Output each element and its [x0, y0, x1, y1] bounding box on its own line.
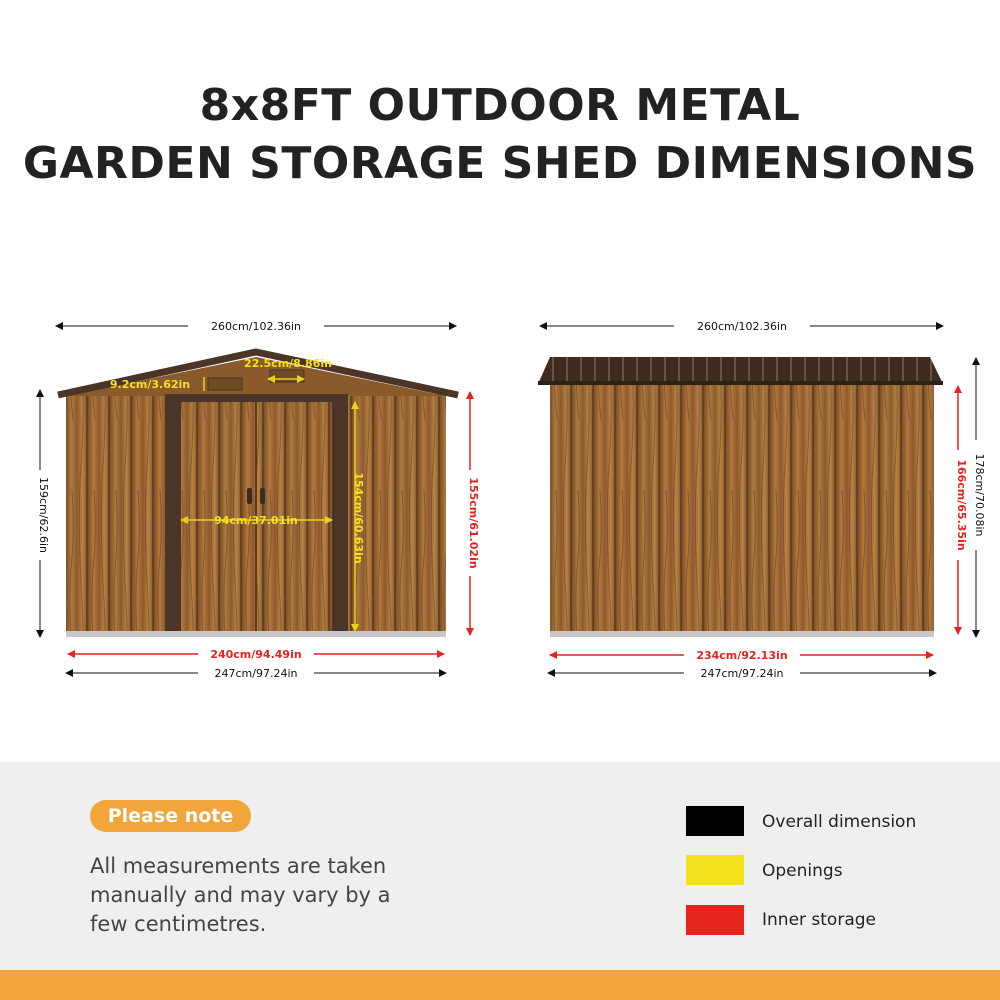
door-frame-right	[332, 397, 348, 635]
legend-swatch-overall	[686, 806, 744, 836]
legend-label-inner: Inner storage	[762, 910, 876, 930]
legend-swatch-inner	[686, 905, 744, 935]
side-roof	[538, 357, 943, 384]
door-frame-left	[165, 397, 181, 635]
front-base-width-label: 247cm/97.24in	[214, 667, 298, 680]
note-text: All measurements are taken manually and may vary by a few centimetres.	[90, 854, 391, 936]
front-roof-width-label: 260cm/102.36in	[211, 320, 301, 333]
door-handle-right	[260, 488, 265, 504]
legend-label-openings: Openings	[762, 861, 843, 881]
side-wall	[550, 384, 934, 634]
door-frame-top	[165, 394, 348, 402]
front-vent-right	[270, 370, 304, 382]
front-inner-height-label: 155cm/61.02in	[467, 477, 480, 569]
page-title-line-1: 8x8FT OUTDOOR METAL	[199, 80, 801, 131]
side-overall-height-label: 178cm/70.08in	[973, 453, 986, 537]
side-roof-edge	[538, 381, 943, 385]
side-base	[550, 631, 934, 637]
page-title-line-2: GARDEN STORAGE SHED DIMENSIONS	[22, 138, 978, 189]
legend-swatch-openings	[686, 855, 744, 885]
front-overall-height-label: 159cm/62.6in	[37, 477, 50, 553]
front-vent-height-label: 9.2cm/3.62in	[109, 378, 191, 391]
legend-label-overall: Overall dimension	[762, 812, 917, 832]
side-inner-height-label: 166cm/65.35in	[955, 459, 968, 551]
front-base	[66, 631, 446, 637]
front-vent-width-label: 22.5cm/8.86in	[244, 357, 332, 370]
door-handle-left	[247, 488, 252, 504]
please-note-badge: Please note	[90, 800, 251, 832]
side-inner-width-label: 234cm/92.13in	[696, 649, 788, 662]
front-vent-left	[208, 378, 242, 390]
side-base-width-label: 247cm/97.24in	[700, 667, 784, 680]
side-view-shed	[538, 357, 943, 637]
front-door-width-label: 94cm/37.01in	[214, 514, 298, 527]
front-door-height-label: 154cm/60.63in	[352, 472, 365, 564]
front-view-shed	[58, 352, 458, 637]
side-roof-width-label: 260cm/102.36in	[697, 320, 787, 333]
footer-accent-bar	[0, 970, 1000, 1000]
front-inner-width-label: 240cm/94.49in	[210, 648, 302, 661]
